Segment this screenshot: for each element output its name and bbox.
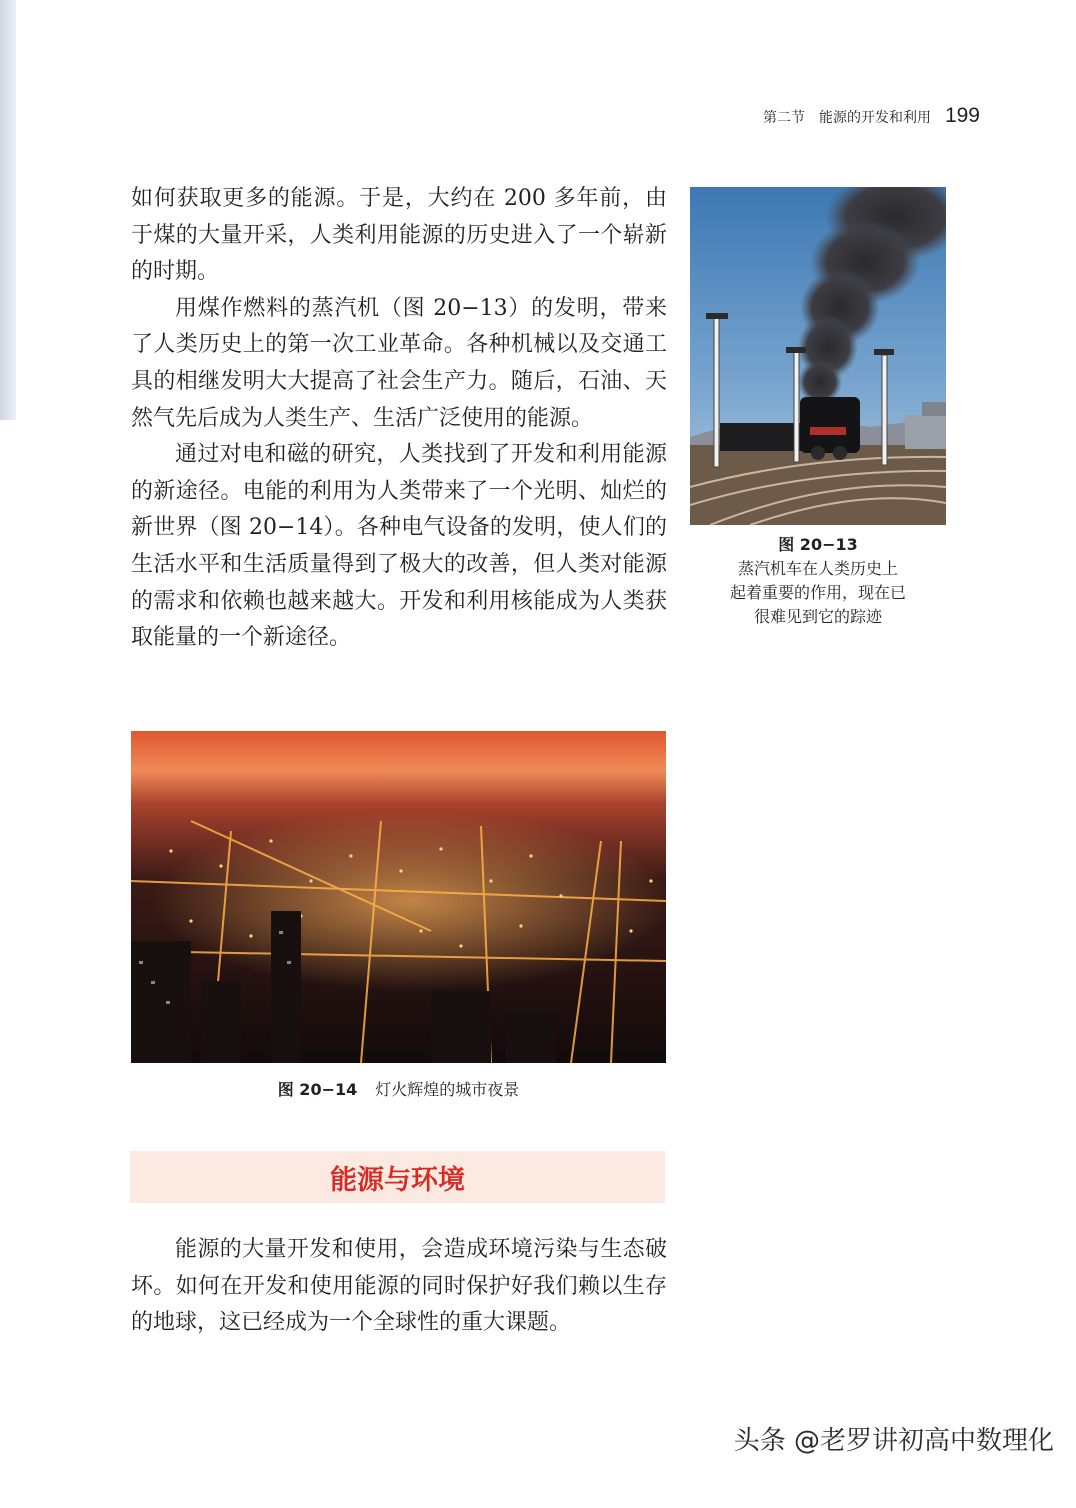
steam-locomotive-photo [690, 187, 946, 525]
section-heading-band [130, 1151, 665, 1203]
caption-text: 灯火辉煌的城市夜景 [375, 1080, 520, 1099]
page-edge-strip [0, 0, 16, 420]
section-heading: 能源与环境 [330, 1164, 465, 1196]
caption-line: 蒸汽机车在人类历史上 [737, 559, 898, 578]
paragraph: 能源的大量开发和使用，会造成环境污染与生态破坏。如何在开发和使用能源的同时保护好我们赖以生存的地球，这已经成为一个全球性的重大课题。 [131, 1237, 667, 1336]
figure-number: 图 20−13 [778, 535, 858, 554]
figure-20-14-caption [131, 1077, 666, 1103]
paragraph: 通过对电和磁的研究，人类找到了开发和利用能源的新途径。电能的利用为人类带来了一个光明、灿烂的新世界（图 20−14）。各种电气设备的发明，使人们的生活水平和生活质量得到了极大的改善，但人类对能源的需求和依赖也越来越大。开发和利用核能成为人类获取能量的一个新途径。 [131, 442, 667, 651]
figure-20-13-caption [690, 533, 946, 629]
caption-line: 很难见到它的踪迹 [753, 607, 882, 626]
body-text-bottom [131, 1232, 667, 1342]
header-section-title: 第二节 能源的开发和利用 [762, 110, 931, 126]
paragraph: 用煤作燃料的蒸汽机（图 20−13）的发明，带来了人类历史上的第一次工业革命。各种机械以及交通工具的相继发明大大提高了社会生产力。随后，石油、天然气先后成为人类生产、生活广泛使用的能源。 [131, 295, 667, 431]
city-night-photo [131, 731, 666, 1063]
running-header [700, 104, 980, 130]
watermark: 头条 @老罗讲初高中数理化 [733, 1426, 1054, 1456]
page-number: 199 [944, 104, 980, 127]
figure-number: 图 20−14 [277, 1080, 358, 1099]
body-text-top [131, 181, 667, 657]
paragraph: 如何获取更多的能源。于是，大约在 200 多年前，由于煤的大量开采，人类利用能源的历史进入了一个崭新的时期。 [131, 186, 667, 285]
caption-line: 起着重要的作用，现在已 [729, 583, 906, 602]
